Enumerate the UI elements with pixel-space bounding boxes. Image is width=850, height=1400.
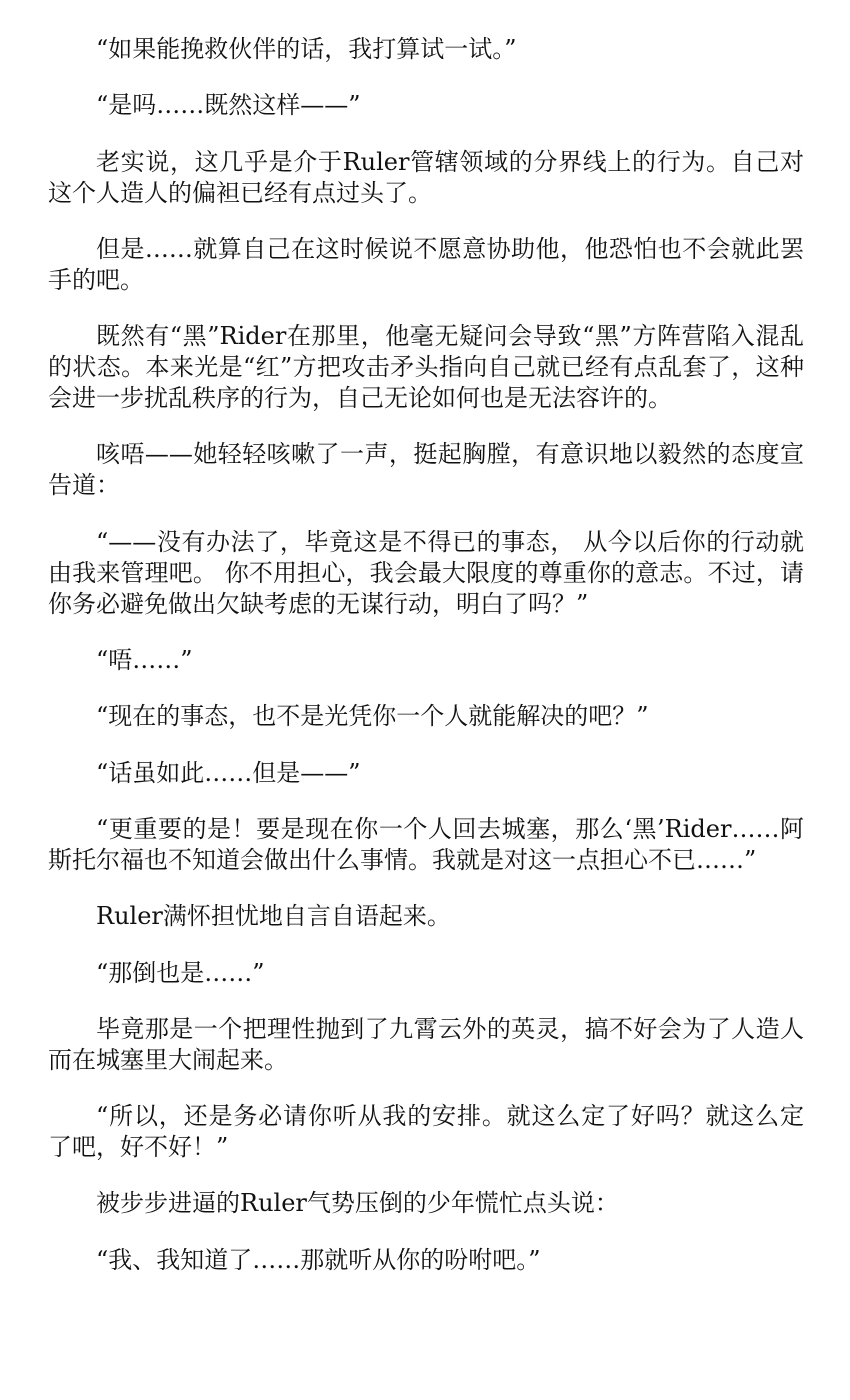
paragraph-14: 毕竟那是一个把理性抛到了九霄云外的英灵，搞不好会为了人造人而在城塞里大闹起来。 (48, 1014, 804, 1074)
paragraph-11: “更重要的是！要是现在你一个人回去城塞，那么‘黑’Rider……阿斯托尔福也不知道会做出什么事情。我就是对这一点担心不已……” (48, 814, 804, 874)
paragraph-8: “唔……” (96, 646, 193, 675)
paragraph-13: “那倒也是……” (96, 958, 265, 987)
paragraph-2: “是吗……既然这样——” (96, 91, 361, 120)
paragraph-17: “我、我知道了……那就听从你的吩咐吧。” (96, 1245, 541, 1274)
document-page (48, 34, 804, 1301)
paragraph-16: 被步步进逼的Ruler气势压倒的少年慌忙点头说： (96, 1189, 619, 1218)
paragraph-4: 但是……就算自己在这时候说不愿意协助他，他恐怕也不会就此罢手的吧。 (48, 234, 804, 294)
paragraph-9: “现在的事态，也不是光凭你一个人就能解决的吧？” (96, 702, 649, 731)
paragraph-5: 既然有“黑”Rider在那里，他毫无疑问会导致“黑”方阵营陷入混乱的状态。本来光是“红”方把攻击矛头指向自己就已经有点乱套了，这种会进一步扰乱秩序的行为，自己无论如何也是无法容许的。 (48, 322, 804, 413)
paragraph-3: 老实说，这几乎是介于Ruler管辖领域的分界线上的行为。自己对这个人造人的偏袒已经有点过头了。 (48, 147, 804, 207)
paragraph-15: “所以，还是务必请你听从我的安排。就这么定了好吗？就这么定了吧，好不好！” (48, 1102, 804, 1162)
paragraph-6: 咳唔——她轻轻咳嗽了一声，挺起胸膛，有意识地以毅然的态度宣告道： (48, 440, 804, 500)
paragraph-12: Ruler满怀担忧地自言自语起来。 (96, 902, 451, 931)
paragraph-10: “话虽如此……但是——” (96, 758, 361, 787)
paragraph-7: “——没有办法了，毕竟这是不得已的事态， 从今以后你的行动就由我来管理吧。 你不用担心，我会最大限度的尊重你的意志。不过，请你务必避免做出欠缺考虑的无谋行动，明白了吗？” (48, 527, 804, 618)
paragraph-1: “如果能挽救伙伴的话，我打算试一试。” (96, 35, 517, 63)
